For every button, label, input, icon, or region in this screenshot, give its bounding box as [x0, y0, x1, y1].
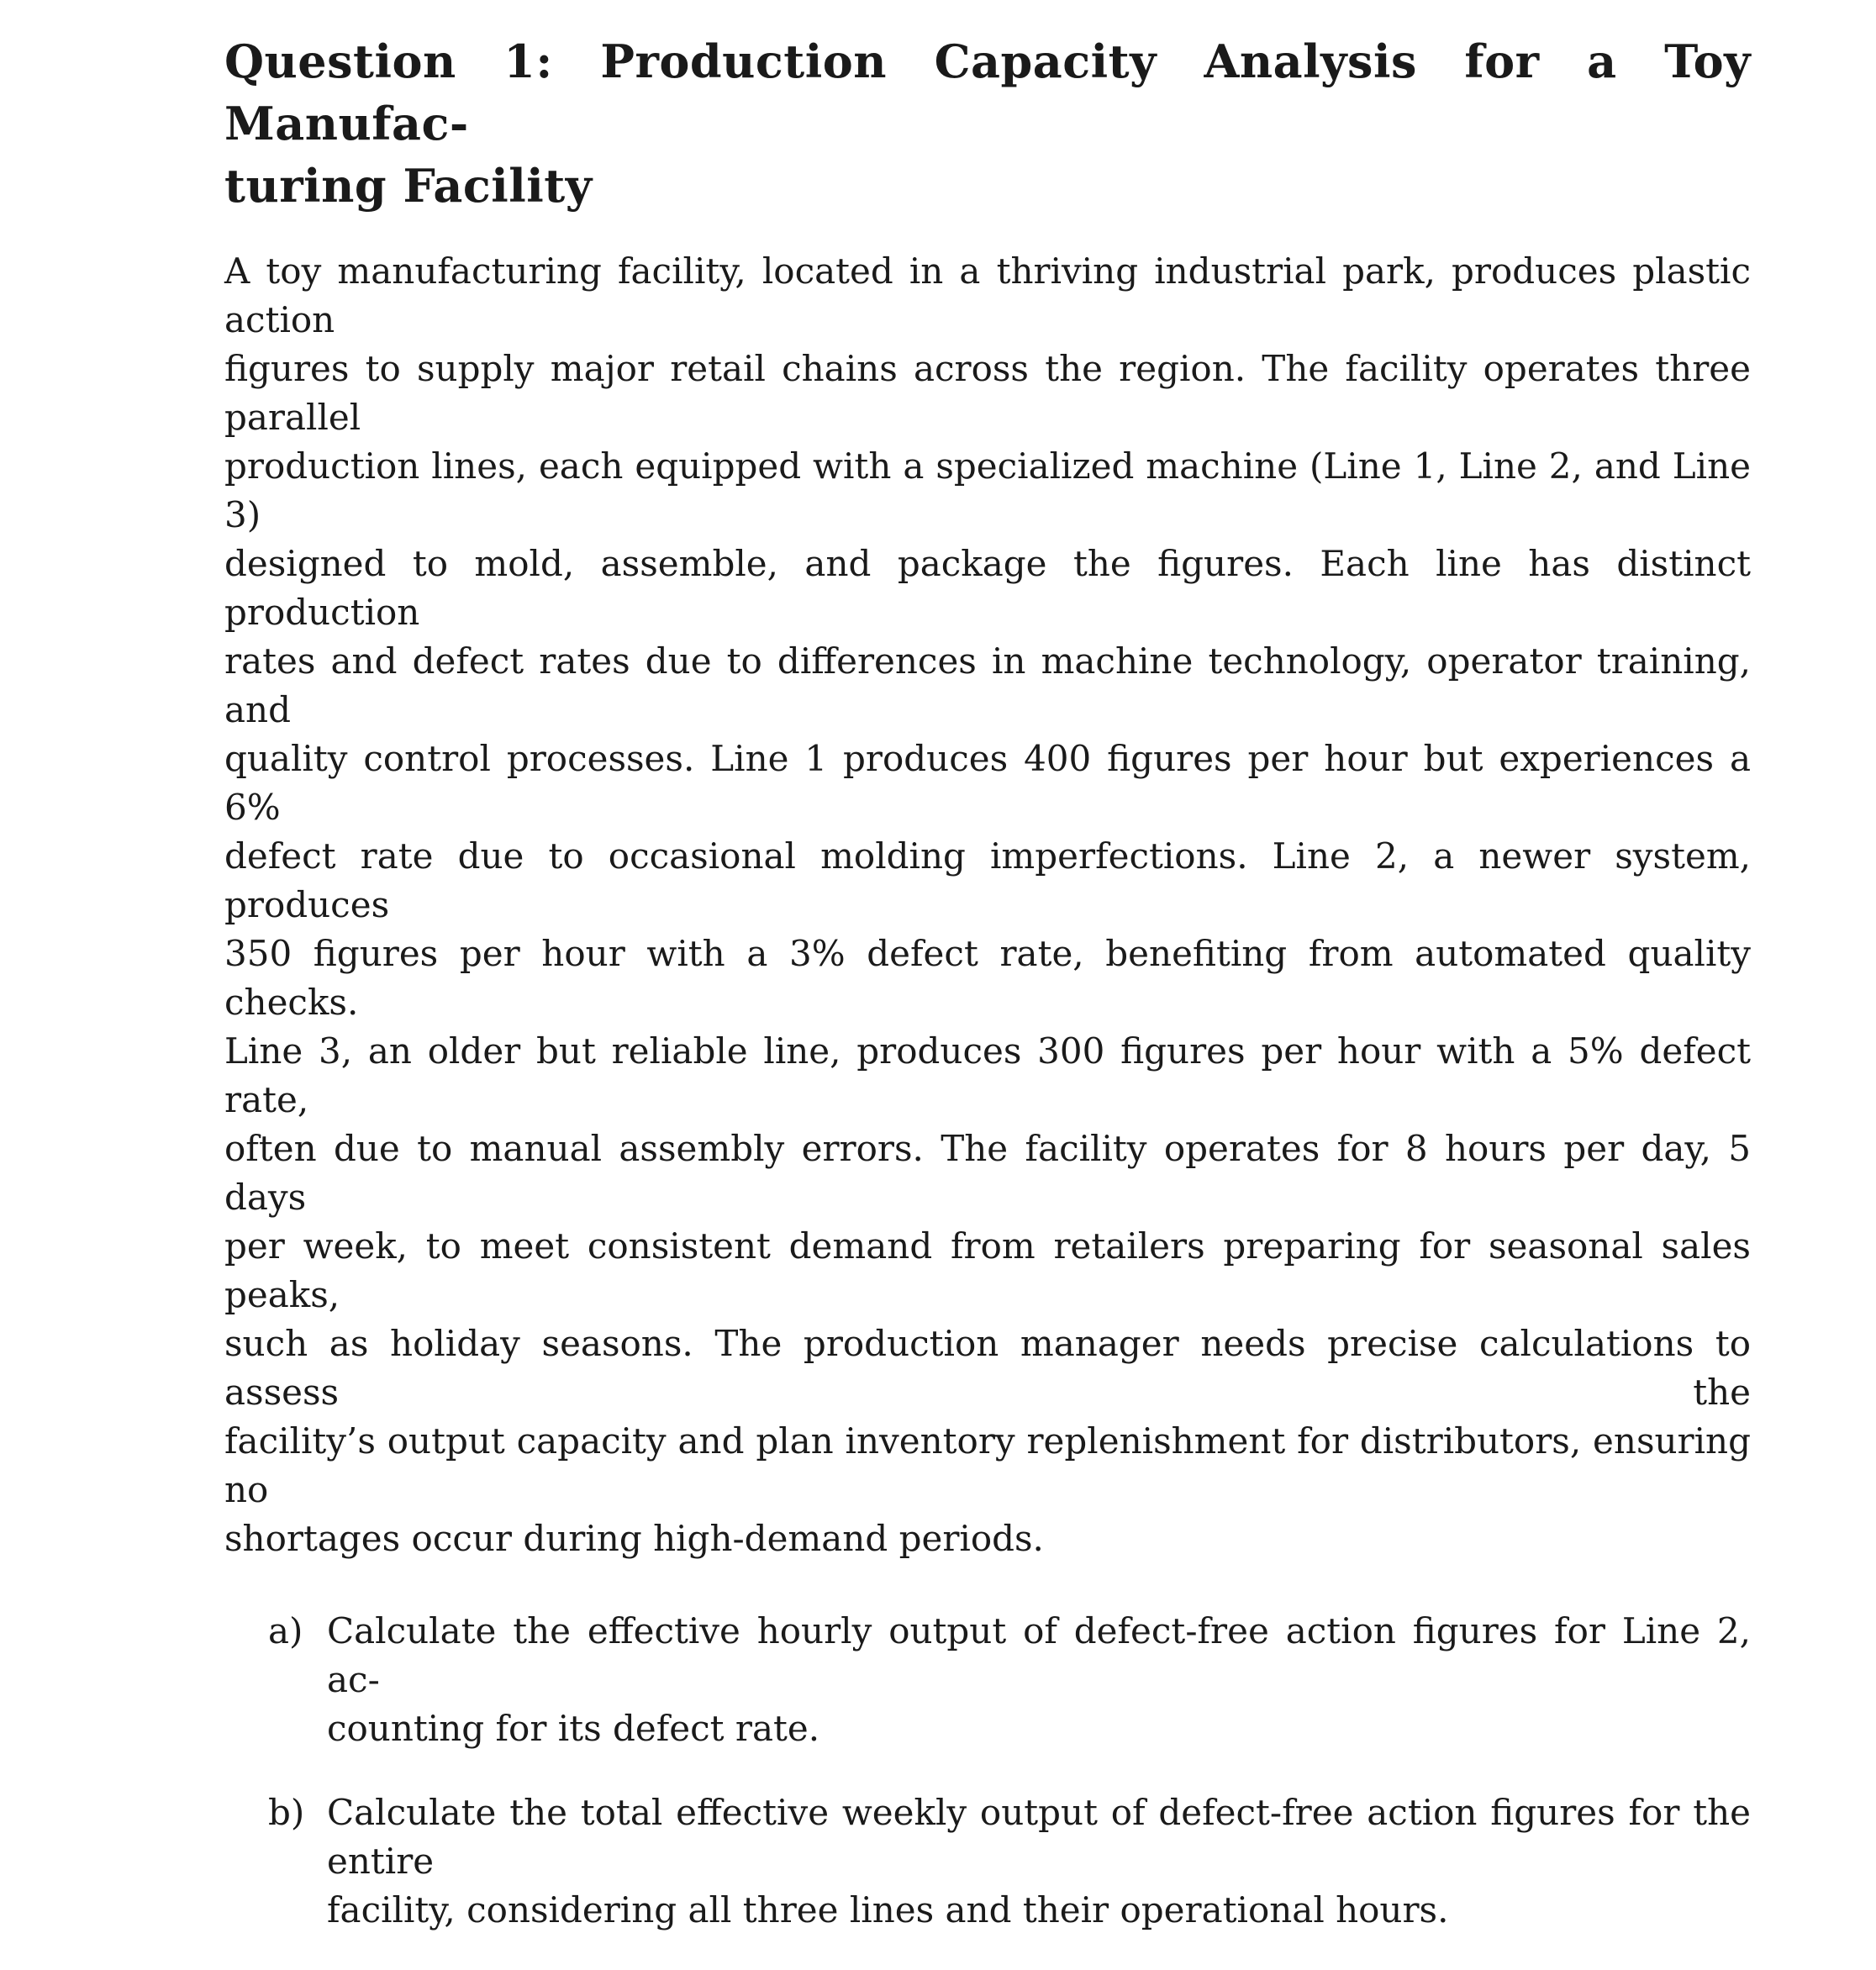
document-page	[224, 30, 1751, 1970]
sub-question-label: a)	[268, 1610, 303, 1651]
body-line: often due to manual assembly errors. The facility operates for 8 hours per day, 5 days	[224, 1128, 1751, 1218]
body-line: 350 figures per hour with a 3% defect rate, benefiting from automated quality checks.	[224, 933, 1751, 1023]
sub-question-label: b)	[268, 1792, 305, 1833]
body-line: such as holiday seasons. The production manager needs precise calculations to assess the	[224, 1323, 1751, 1413]
body-line: figures to supply major retail chains across the region. The facility operates three parallel	[224, 348, 1751, 438]
sub-question-list	[224, 1607, 1751, 1935]
sub-question-a	[224, 1607, 1751, 1753]
sub-question-line: facility, considering all three lines and their operational hours.	[327, 1889, 1449, 1930]
title-line: turing Facility	[224, 159, 593, 213]
body-line: production lines, each equipped with a specialized machine (Line 1, Line 2, and Line 3)	[224, 445, 1751, 535]
sub-question-b	[224, 1788, 1751, 1935]
title-line: Question 1: Production Capacity Analysis for a Toy Manufac-	[224, 34, 1751, 150]
body-line: facility’s output capacity and plan inventory replenishment for distributors, ensuring no	[224, 1420, 1751, 1510]
sub-question-line: counting for its defect rate.	[327, 1708, 820, 1749]
body-line: designed to mold, assemble, and package the figures. Each line has distinct production	[224, 543, 1751, 633]
sub-question-line: Calculate the total effective weekly output of defect-free action figures for the entire	[327, 1792, 1751, 1882]
sub-question-line: Calculate the effective hourly output of defect-free action figures for Line 2, ac-	[327, 1610, 1751, 1700]
body-line: per week, to meet consistent demand from retailers preparing for seasonal sales peaks,	[224, 1225, 1751, 1315]
body-line: shortages occur during high-demand periods.	[224, 1518, 1044, 1559]
body-line: quality control processes. Line 1 produces 400 figures per hour but experiences a 6%	[224, 738, 1751, 828]
body-line: defect rate due to occasional molding imperfections. Line 2, a newer system, produces	[224, 835, 1751, 925]
body-line: A toy manufacturing facility, located in a thriving industrial park, produces plastic action	[224, 250, 1751, 340]
body-line: Line 3, an older but reliable line, produces 300 figures per hour with a 5% defect rate,	[224, 1030, 1751, 1120]
question-title	[224, 30, 1751, 217]
body-line: rates and defect rates due to differences in machine technology, operator training, and	[224, 640, 1751, 730]
problem-statement	[224, 247, 1751, 1563]
